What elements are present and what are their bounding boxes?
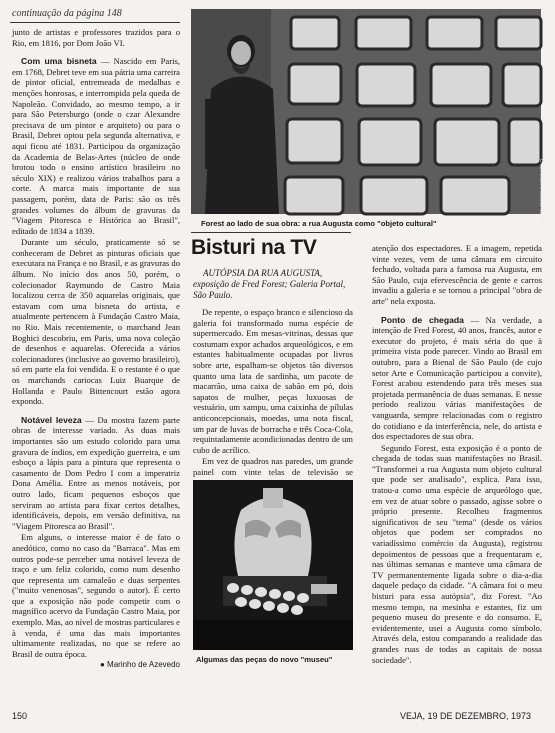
body-paragraph: Em vez de quadros nas paredes, um grande painel com vinte telas de televisão se	[193, 456, 353, 477]
author-signature: ● Marinho de Azevedo	[100, 660, 180, 670]
body-text: — Na verdade, a intenção de Fred Forest, 40 anos, francês, autor e executor do projeto, é mais séria do que à primeira vista pode parecer. Vindo ao Brasil em outubro, para a Bienal de São Paulo (de cujo setor Arte e Comunicação participou a convite), Forest acabou estendendo para três meses sua projetada permanência de duas semanas. E nesse período realizou várias manifestações de vanguarda, sempre relacionadas com o registro do cotidiano e da interferência, nele, do artista e dos espectadores de sua obra.	[372, 314, 542, 442]
photo-museum-pieces	[193, 480, 353, 650]
section-com-uma-bisneta	[12, 56, 180, 236]
column-3	[372, 243, 542, 708]
issue-date: VEJA, 19 DE DEZEMBRO, 1973	[400, 711, 532, 721]
body-paragraph: Durante um século, praticamente só se conheceram de Debret as pinturas oficiais que executara na França e no Brasil, e as gravuras do álbum. No início dos anos 50, porém, o colecionador Raymundo de Castro Maia localizou cerca de 350 aquarelas originais, que estavam com uma bisneta do artista, e atualmente pertencem à Fundação Castro Maia, no Rio. Mais recentemente, o marchand Jean Boghici descobriu, em Paris, uma nova coleção de desenhos e aquarelas. Oferecida a vários colecionadores (inclusive ao governo brasileiro), só em parte ela foi vendida. E o restante é o que os marchands cariocas Luiz Buarque de Hollanda e Paulo Bittencourt estão agora expondo.	[12, 237, 180, 407]
body-paragraph: Em alguns, o interesse maior é de fato o anedótico, como no caso da "Barraca". Mas em outros pode-se perceber uma notável leveza de traço e um feliz colorido, como num desenho que representa um camaleão e duas serpentes ("muito venenosas", segundo o autor). É certo que a exposição não pode competir com o magnífico acervo da Fundação Castro Maia, por exemplo. Mas, ao nível de mostras particulares e à venda, é uma das mais importantes ultimamente realizadas, no que se refere ao Brasil de outra época.	[12, 532, 180, 659]
subhead-com-uma-bisneta: Com uma bisneta	[21, 56, 97, 67]
review-info	[193, 268, 353, 301]
photo-museum-caption: Algumas das peças do novo "museu"	[196, 655, 333, 664]
headline-rule	[191, 232, 351, 233]
photo-forest-image	[191, 9, 541, 214]
body-paragraph: Segundo Forest, esta exposição é o ponto de chegada de todas suas manifestações no Brasil. "Transformei a rua Augusta num objeto cultural que pode ser analisado", explica. Para isso, tratou-a como uma espécie de arqueólogo que, em vez de atuar sobre o passado, agisse sobre o próprio presente. Recolheu fragmentos significativos de seu "tema" (desde os vários objetos que podem ser comprados no variadíssimo comércio da Augusta), registrou depoimentos de pessoas que a frequentaram e, nas últimas semanas e manteve uma câmara de TV permanentemente ligada sobre o dia-a-dia daquele pedaço da cidade. "A câmara foi o meu bisturi para essa autópsia", diz Forest. "Ao mesmo tempo, na mesinha e estantes, fiz um pequeno museu do presente e do consumo. E, evidentemente, usei a Augusta como símbolo. Através dela, estou comparando a realidade das grandes ruas de todas as capitais de nossa sociedade".	[372, 442, 542, 665]
photo-credit: FOTO DE PEDRO CARMO MELO	[539, 159, 544, 229]
body-paragraph: atenção dos espectadores. E a imagem, repetida vinte vezes, vem de uma câmara em circuito fechado, voltada para a famosa rua Augusta, em São Paulo, cuja efervescência de gente e carros invadiu a galeria e se tornou a principal "obra de arte" nela exposta.	[372, 243, 542, 306]
photo-forest-caption: Forest ao lado de sua obra: a rua Augusta como "objeto cultural"	[201, 219, 437, 228]
body-text: — Nascido em Paris, em 1768, Debret teve em sua pátria uma carreira de pintor oficial, entremeada de medalhas e menções honrosas, e interrompida pela queda de Napoleão. Convidado, ao mesmo tempo, a ir para São Petersburgo (onde o czar Alexandre precisava de um pintor e arquiteto) ou para o Brasil, Debret optou pela segunda alternativa, e aqui ficou até 1831. Participou da organização da Academia de Belas-Artes (núcleo de onde brotou todo o ensino artístico brasileiro no século XIX) e realizou vários trabalhos para a corte. A marca mais importante de sua passagem, porém, data de Paris: são os três grandes volumes do álbum de gravuras da "Viagem Pitoresca e Histórica ao Brasil", editado de 1834 a 1839.	[12, 56, 180, 236]
subhead-notavel-leveza: Notável leveza	[21, 414, 82, 425]
body-text: — Da mostra fazem parte obras de interesse variado. As duas mais importantes são um estudo colorido para uma gravura de índios, em expedição guerreira, e um esboço a lápis para a pintura que representa o casamento de Dom Pedro I com a imperatriz Dona Amélia. Entre as menos notáveis, por outro lado, ficam pequenos esboços que serviram ao artista para fixar certos detalhes, identificáveis, depois, em versão definitiva, na "Viagem Pitoresca ao Brasil".	[12, 414, 180, 531]
column-1	[12, 27, 180, 705]
body-paragraph: De repente, o espaço branco e silencioso da galeria foi transformado numa espécie de supermercado. Em mesas-vitrinas, dessas que costumam expor achados arqueológicos, e em estantes habitualmente ocupadas por livros sobre arte, espalham-se objetos tão diversos quanto uma lata de sardinha, um pacote de macarrão, uma caixa de sabão em pó, dois sapatos de mulher, peças luxuosas de vestuário, um xampu, uma caixinha de pílulas anticoncepcionais, moedas, uma nota fiscal, um par de luvas de borracha e três Coca-Cola, requintadamente acondicionadas dentro de um cubo de acrílico.	[193, 307, 353, 455]
continuation-note: continuação da página 148	[12, 8, 122, 19]
section-notavel-leveza	[12, 415, 180, 532]
intro-paragraph: junto de artistas e professores trazidos para o Rio, em 1816, por Dom João VI.	[12, 27, 180, 48]
review-details: exposição de Fred Forest; Galeria Portal, São Paulo.	[193, 279, 346, 300]
page-number: 150	[12, 711, 28, 721]
subhead-ponto-de-chegada: Ponto de chegada	[381, 314, 464, 325]
section-ponto-de-chegada	[372, 315, 542, 442]
review-title: AUTÓPSIA DA RUA AUGUSTA,	[203, 268, 323, 278]
article-headline: Bisturi na TV	[191, 236, 317, 259]
header-rule	[10, 22, 180, 23]
column-2	[193, 307, 353, 477]
photo-museum-image	[193, 480, 353, 650]
